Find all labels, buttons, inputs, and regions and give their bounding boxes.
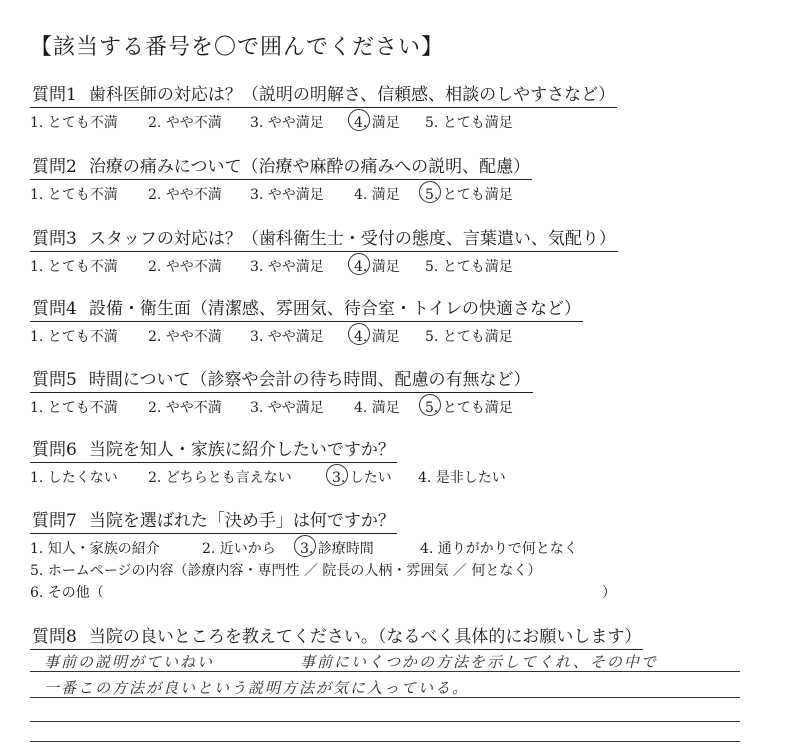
option-6-row — [30, 582, 770, 604]
page-heading: 【該当する番号を〇で囲んでください】 — [30, 35, 445, 60]
selection-circle — [294, 535, 316, 557]
question-1 — [30, 80, 770, 134]
option-1[interactable]: 1. とても不満 — [30, 259, 118, 275]
option-1[interactable]: 1. したくない — [30, 470, 118, 486]
question-title — [30, 152, 532, 180]
option-2[interactable]: 2. 近いから — [202, 541, 276, 557]
option-3[interactable]: 3. したい — [332, 470, 392, 486]
question-title — [30, 506, 397, 534]
option-5[interactable]: 5. とても満足 — [425, 259, 513, 275]
question-5 — [30, 365, 770, 419]
selection-circle — [348, 109, 370, 131]
option-2[interactable]: 2. どちらとも言えない — [148, 470, 292, 486]
question-text: スタッフの対応は？（歯科衛生士・受付の態度、言葉遣い、気配り） — [88, 229, 616, 249]
question-label: 質問4 — [32, 299, 77, 319]
option-2[interactable]: 2. やや不満 — [148, 259, 222, 275]
question-title — [30, 294, 583, 322]
handwritten-answer: 事前の説明がていねい — [44, 653, 215, 671]
selection-circle — [348, 253, 370, 275]
option-5[interactable]: 5. とても満足 — [425, 115, 513, 131]
option-1[interactable]: 1. とても不満 — [30, 115, 118, 131]
question-label: 質問5 — [32, 370, 77, 390]
option-5[interactable]: 5. とても満足 — [425, 187, 513, 203]
question-8 — [30, 622, 770, 650]
option-4[interactable]: 4. 是非したい — [418, 470, 506, 486]
question-label: 質問6 — [32, 440, 77, 460]
option-2[interactable]: 2. やや不満 — [148, 115, 222, 131]
option-2[interactable]: 2. やや不満 — [148, 329, 222, 345]
writing-line — [30, 741, 740, 742]
option-6[interactable]: 6. その他（ — [30, 585, 104, 601]
option-1[interactable]: 1. とても不満 — [30, 187, 118, 203]
question-text: 歯科医師の対応は？（説明の明解さ、信頼感、相談のしやすさなど） — [88, 85, 616, 105]
option-5-row — [30, 560, 770, 582]
question-title — [30, 435, 397, 463]
selection-circle — [419, 394, 441, 416]
option-3[interactable]: 3. やや満足 — [250, 400, 324, 416]
option-5[interactable]: 5. とても満足 — [425, 400, 513, 416]
question-4 — [30, 294, 770, 348]
question-text: 当院を知人・家族に紹介したいですか？ — [88, 440, 395, 460]
question-text: 設備・衛生面（清潔感、雰囲気、待合室・トイレの快適さなど） — [88, 299, 581, 319]
option-3[interactable]: 3. 診療時間 — [300, 541, 374, 557]
option-3[interactable]: 3. やや満足 — [250, 329, 324, 345]
option-2[interactable]: 2. やや不満 — [148, 187, 222, 203]
option-4[interactable]: 4. 満足 — [354, 115, 400, 131]
option-4[interactable]: 4. 満足 — [354, 187, 400, 203]
handwritten-answer: 一番この方法が良いという説明方法が気に入っている。 — [44, 679, 470, 697]
question-title — [30, 224, 618, 252]
question-text: 治療の痛みについて（治療や麻酔の痛みへの説明、配慮） — [88, 157, 531, 177]
writing-line — [30, 721, 740, 722]
question-text: 時間について（診察や会計の待ち時間、配慮の有無など） — [88, 370, 531, 390]
question-label: 質問2 — [32, 157, 77, 177]
question-title — [30, 80, 617, 108]
selection-circle — [326, 464, 348, 486]
option-1[interactable]: 1. とても不満 — [30, 329, 118, 345]
option-row — [30, 112, 770, 134]
option-4[interactable]: 4. 満足 — [354, 400, 400, 416]
option-5[interactable]: 5. ホームページの内容（診療内容・専門性 ／ 院長の人柄・雰囲気 ／ 何となく） — [30, 563, 542, 579]
handwritten-answer: 事前にいくつかの方法を示してくれ、その中で — [300, 653, 658, 671]
option-row — [30, 538, 770, 560]
option-3[interactable]: 3. やや満足 — [250, 115, 324, 131]
option-3[interactable]: 3. やや満足 — [250, 259, 324, 275]
question-text: 当院を選ばれた「決め手」は何ですか？ — [88, 511, 395, 531]
question-label: 質問3 — [32, 229, 77, 249]
option-row — [30, 397, 770, 419]
question-title — [30, 622, 643, 650]
option-3[interactable]: 3. やや満足 — [250, 187, 324, 203]
question-2 — [30, 152, 770, 206]
question-label: 質問7 — [32, 511, 77, 531]
option-4[interactable]: 4. 通りがかりで何となく — [420, 541, 578, 557]
question-title — [30, 365, 533, 393]
question-3 — [30, 224, 770, 278]
other-close-paren: ） — [602, 585, 616, 601]
question-label: 質問1 — [32, 85, 77, 105]
question-7 — [30, 506, 770, 604]
option-row — [30, 184, 770, 206]
selection-circle — [348, 323, 370, 345]
option-4[interactable]: 4. 満足 — [354, 329, 400, 345]
option-2[interactable]: 2. やや不満 — [148, 400, 222, 416]
option-4[interactable]: 4. 満足 — [354, 259, 400, 275]
question-label: 質問8 — [32, 627, 77, 647]
option-row — [30, 256, 770, 278]
selection-circle — [419, 181, 441, 203]
option-row — [30, 326, 770, 348]
question-text: 当院の良いところを教えてください。（なるべく具体的にお願いします） — [88, 627, 642, 647]
option-row — [30, 467, 770, 489]
option-1[interactable]: 1. とても不満 — [30, 400, 118, 416]
option-5[interactable]: 5. とても満足 — [425, 329, 513, 345]
question-6 — [30, 435, 770, 489]
option-1[interactable]: 1. 知人・家族の紹介 — [30, 541, 160, 557]
